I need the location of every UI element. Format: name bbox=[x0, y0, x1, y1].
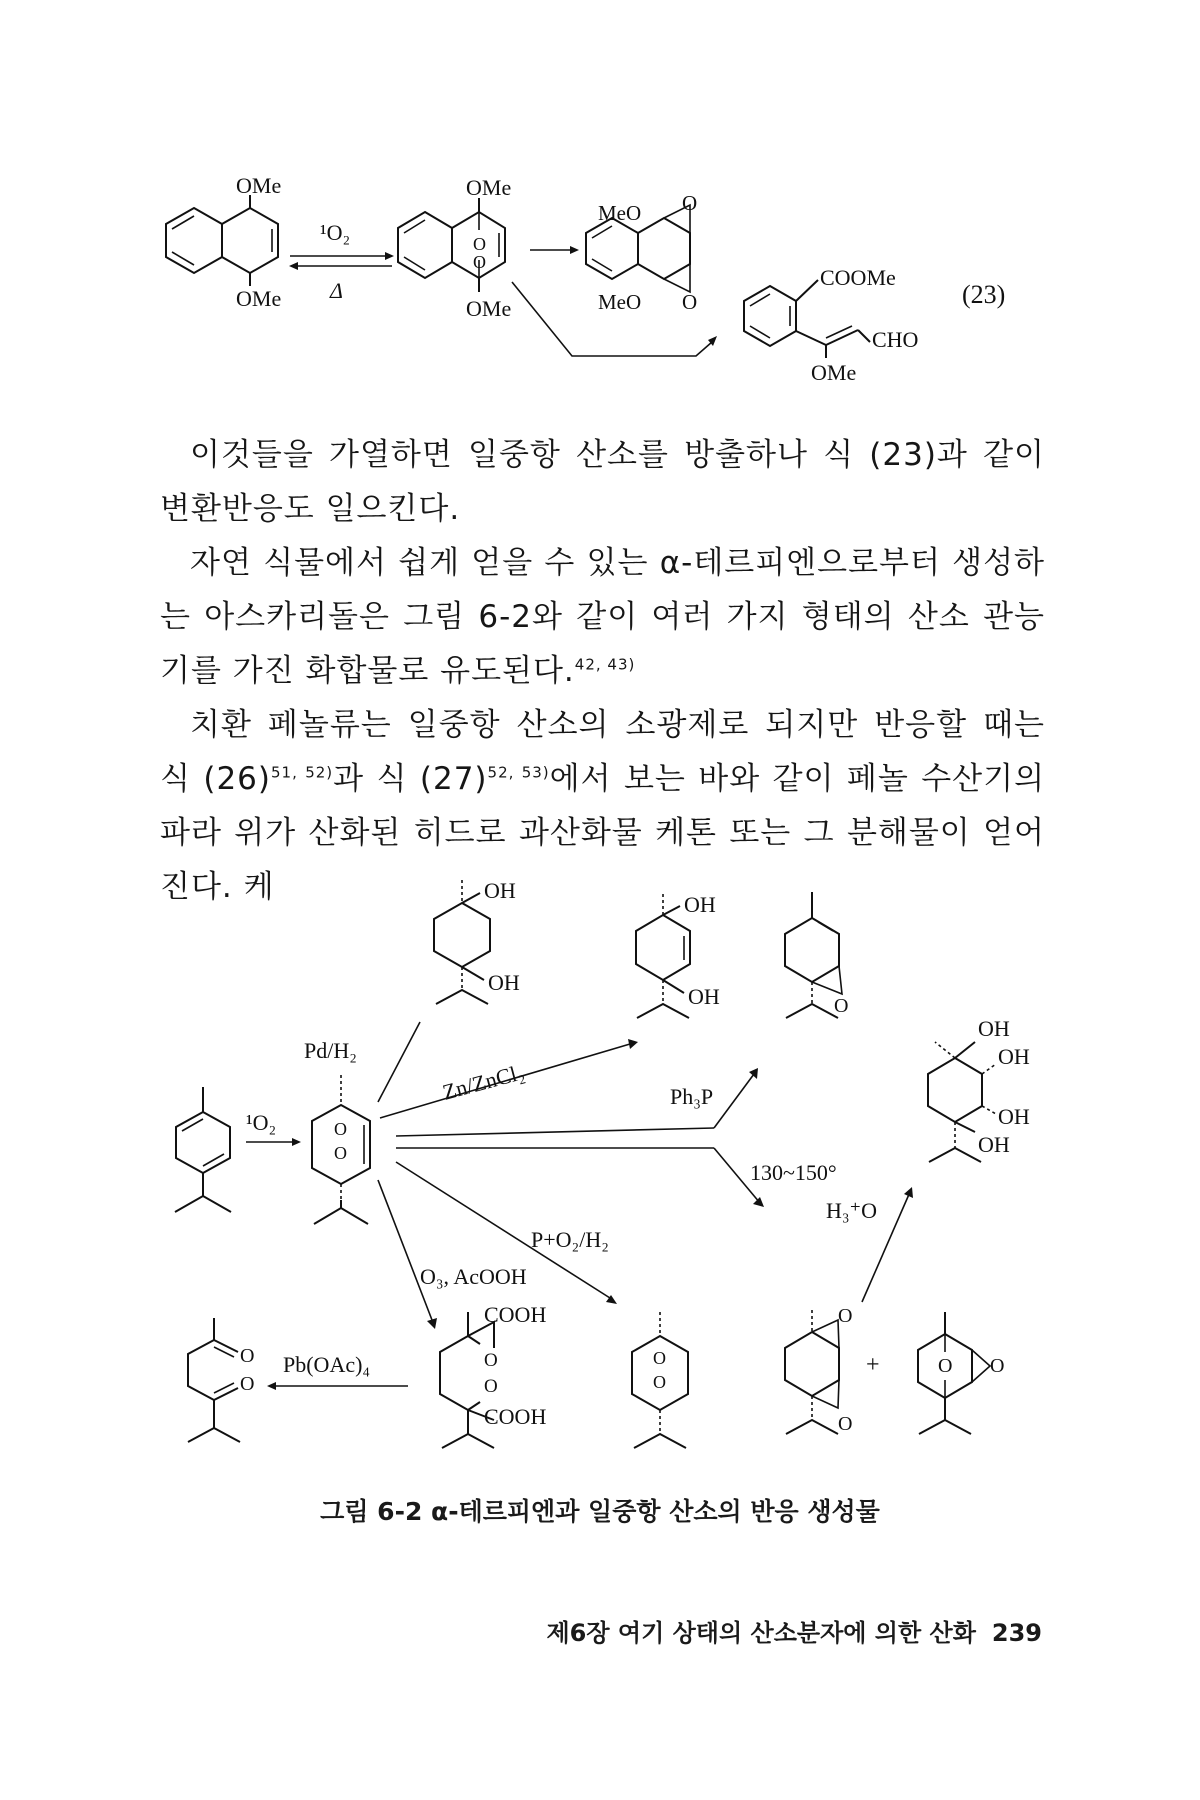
epox-o-bottom: O bbox=[682, 290, 698, 314]
peroxide-diacid bbox=[440, 1302, 546, 1448]
diacid-cooh-bottom: COOH bbox=[484, 1404, 547, 1429]
diketone bbox=[188, 1318, 254, 1442]
chapter-title: 제6장 여기 상태의 산소분자에 의한 산화 bbox=[546, 1619, 976, 1647]
ascaridole bbox=[312, 1075, 370, 1224]
reagent-singlet-oxygen: ¹O₂ bbox=[246, 1110, 277, 1135]
endo-ome-top-label: OMe bbox=[466, 175, 512, 200]
paragraph-3-text-b: 과 식 (27) bbox=[333, 761, 488, 797]
diol-oh-bottom: OH bbox=[488, 970, 520, 995]
tetraol-oh-4: OH bbox=[978, 1132, 1010, 1157]
sat-endo-o2: O bbox=[653, 1372, 666, 1392]
paragraph-3-text-c: 에서 보는 바와 같이 페놀 수산기의 파라 위가 산화된 히드로 과산화물 케톤 또는 그 분해물이 얻어진다. 케 bbox=[160, 761, 1046, 905]
paragraph-1-text: 이것들을 가열하면 일중항 산소를 방출하나 식 (23)과 같이 변환반응도 일으킨다. bbox=[160, 437, 1045, 527]
unsat-diol-oh-bottom: OH bbox=[688, 984, 720, 1009]
reagent-p-o2-h2: P+O₂/H₂ bbox=[531, 1227, 609, 1252]
ascaridole-o2: O bbox=[334, 1143, 347, 1163]
heat-symbol: Δ bbox=[330, 278, 343, 303]
diepoxide-product bbox=[785, 1305, 852, 1435]
naph-ome-top-label: OMe bbox=[236, 173, 282, 198]
diketone-o2: O bbox=[240, 1373, 255, 1395]
unsaturated-diol bbox=[636, 892, 720, 1018]
reagent-ph3p: Ph₃P bbox=[670, 1084, 714, 1109]
epox-o-top: O bbox=[682, 191, 698, 215]
epox-meo-bottom: MeO bbox=[598, 290, 642, 314]
diketone-o1: O bbox=[240, 1345, 255, 1367]
page-footer bbox=[546, 1613, 1042, 1648]
diacid-cooh-top: COOH bbox=[484, 1302, 547, 1327]
bicyclic-o-bridge: O bbox=[938, 1355, 953, 1377]
diepox-o-bottom: O bbox=[838, 1413, 853, 1435]
epoxy-alkene-o: O bbox=[834, 995, 849, 1017]
reagent-temp: 130~150° bbox=[750, 1160, 837, 1185]
paragraph-2-text: 자연 식물에서 쉽게 얻을 수 있는 α-테르피엔으로부터 생성하는 아스카리돌은 그림 6-2와 같이 여러 가지 형태의 산소 관능기를 가진 화합물로 유도된다. bbox=[160, 545, 1045, 689]
reagent-o3-acooh: O₃, AcOOH bbox=[420, 1264, 527, 1289]
epox-meo-top: MeO bbox=[598, 201, 642, 225]
plus-sign: + bbox=[866, 1352, 880, 1378]
unsat-diol-oh-top: OH bbox=[684, 892, 716, 917]
reference-superscript: 52, 53) bbox=[487, 763, 550, 782]
equation-number: (23) bbox=[962, 280, 1006, 309]
reference-superscript: 42, 43) bbox=[574, 655, 636, 674]
reagent-zn-zncl2: Zn/ZnCl₂ bbox=[439, 1059, 527, 1105]
naph-ome-bottom-label: OMe bbox=[236, 286, 282, 311]
reagent-acid: H₃⁺O bbox=[826, 1198, 878, 1223]
diacid-o1: O bbox=[484, 1350, 498, 1371]
diol-oh-top: OH bbox=[484, 878, 516, 903]
diepox-o-top: O bbox=[838, 1305, 853, 1327]
diacid-o2: O bbox=[484, 1376, 498, 1397]
bicyclic-o-epoxide: O bbox=[990, 1355, 1005, 1377]
saturated-endoperoxide bbox=[632, 1312, 688, 1448]
reference-superscript: 51, 52) bbox=[271, 763, 334, 782]
bicyclic-ether-epoxide bbox=[918, 1312, 1004, 1434]
prod-coome: COOMe bbox=[820, 265, 896, 290]
tetraol-oh-2: OH bbox=[998, 1044, 1030, 1069]
endo-o1: O bbox=[473, 234, 486, 254]
endo-o2: O bbox=[473, 252, 486, 272]
reagent-pd-h2: Pd/H₂ bbox=[304, 1038, 357, 1063]
singlet-oxygen-reagent: ¹O₂ bbox=[320, 220, 351, 245]
ascaridole-o1: O bbox=[334, 1119, 347, 1139]
tetraol bbox=[928, 1016, 1030, 1162]
alpha-terpinene bbox=[175, 1087, 231, 1212]
figure-caption: 그림 6-2 α-테르피엔과 일중항 산소의 반응 생성물 bbox=[320, 1497, 880, 1526]
sat-endo-o1: O bbox=[653, 1348, 666, 1368]
endo-ome-bottom-label: OMe bbox=[466, 296, 512, 321]
saturated-diol bbox=[434, 878, 520, 1004]
prod-cho: CHO bbox=[872, 327, 919, 352]
page-number: 239 bbox=[991, 1619, 1042, 1647]
tetraol-oh-3: OH bbox=[998, 1104, 1030, 1129]
prod-ome: OMe bbox=[811, 360, 857, 385]
epoxy-alkene bbox=[785, 892, 848, 1018]
paragraph-3-text-a: 치환 페놀류는 일중항 산소의 소광제로 되지만 반응할 때는 식 (26) bbox=[160, 707, 1045, 797]
tetraol-oh-1: OH bbox=[978, 1016, 1010, 1041]
reagent-pb-oac4: Pb(OAc)₄ bbox=[283, 1352, 371, 1377]
